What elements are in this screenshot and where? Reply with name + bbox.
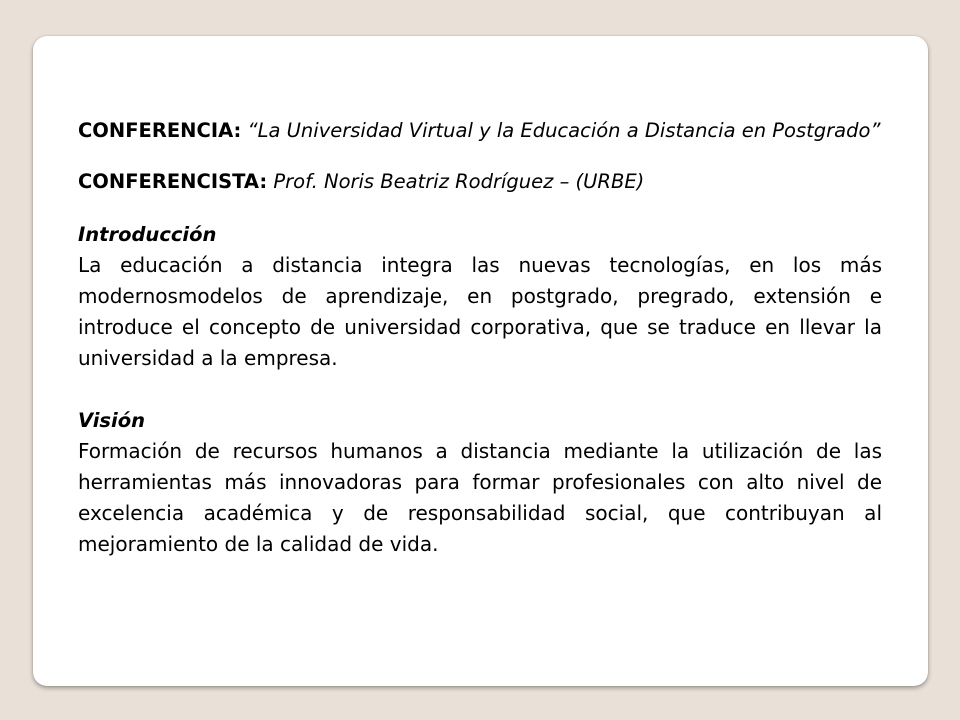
conference-label: CONFERENCIA:: [78, 119, 242, 142]
speaker-name: Prof. Noris Beatriz Rodríguez – (URBE): [273, 170, 645, 193]
spacer: [78, 145, 882, 167]
conference-title: “La Universidad Virtual y la Educación a Distancia en Postgrado”: [247, 119, 881, 142]
speaker-line: [78, 167, 882, 197]
speaker-label: CONFERENCISTA:: [78, 170, 268, 193]
introduction-heading: Introducción: [78, 223, 217, 246]
spacer: [78, 374, 882, 406]
introduction-text: La educación a distancia integra las nuevas tecnologías, en los más modernosmodelos de aprendizaje, en postgrado, pregrado, extensión e introduce el concepto de universidad corporativa, que se traduce en llevar la universidad a la empresa.: [78, 253, 882, 370]
vision-heading: Visión: [78, 409, 146, 432]
slide-content: [78, 116, 882, 560]
conference-line: [78, 116, 882, 145]
vision-text: Formación de recursos humanos a distancia mediante la utilización de las herramientas más innovadoras para formar profesionales con alto nivel de excelencia académica y de responsabilidad social, que contribuyan al mejoramiento de la calidad de vida.: [78, 439, 882, 556]
spacer: [78, 197, 882, 220]
